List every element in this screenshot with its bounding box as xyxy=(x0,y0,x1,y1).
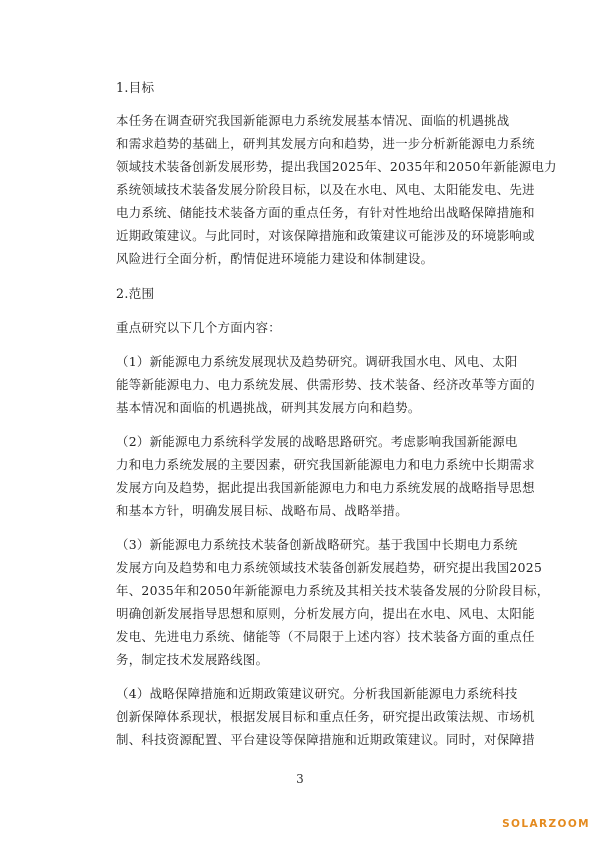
text-line: 力和电力系统发展的主要因素，研究我国新能源电力和电力系统中长期需求 xyxy=(116,457,535,472)
heading-scope: 2.范围 xyxy=(116,286,155,301)
page-number: 3 xyxy=(296,772,304,786)
text-line: 能等新能源电力、电力系统发展、供需形势、技术装备、经济改革等方面的 xyxy=(116,377,535,392)
text-line: 发展方向及趋势，据此提出我国新能源电力和电力系统发展的战略指导思想 xyxy=(116,480,535,495)
text-line: 务，制定技术发展路线图。 xyxy=(116,652,269,667)
text-line: 年、2035年和2050年新能源电力系统及其相关技术装备发展的分阶段目标， xyxy=(116,583,550,598)
text-line: 电力系统、储能技术装备方面的重点任务，有针对性地给出战略保障措施和 xyxy=(116,205,535,220)
text-line: 发电、先进电力系统、储能等（不局限于上述内容）技术装备方面的重点任 xyxy=(116,629,535,644)
text-line: 制、科技资源配置、平台建设等保障措施和近期政策建议。同时，对保障措 xyxy=(116,732,535,747)
text-line: 和需求趋势的基础上，研判其发展方向和趋势，进一步分析新能源电力系统 xyxy=(116,136,535,151)
watermark-logo: SOLARZOOM xyxy=(502,818,590,830)
text-line: 近期政策建议。与此同时，对该保障措施和政策建议可能涉及的环境影响或 xyxy=(116,228,535,243)
text-line: 创新保障体系现状，根据发展目标和重点任务，研究提出政策法规、市场机 xyxy=(116,709,535,724)
text-line: 领域技术装备创新发展形势，提出我国2025年、2035年和2050年新能源电力 xyxy=(116,159,557,174)
text-line: 本任务在调查研究我国新能源电力系统发展基本情况、面临的机遇挑战 xyxy=(116,113,510,128)
text-line: 和基本方针，明确发展目标、战略布局、战略举措。 xyxy=(116,503,408,518)
text-line: 重点研究以下几个方面内容： xyxy=(116,320,281,335)
text-line: 系统领域技术装备发展分阶段目标，以及在水电、风电、太阳能发电、先进 xyxy=(116,182,535,197)
text-line: 风险进行全面分析，酌情促进环境能力建设和体制建设。 xyxy=(116,251,434,266)
text-line: （4）战略保障措施和近期政策建议研究。分析我国新能源电力系统科技 xyxy=(116,686,518,701)
text-line: （1）新能源电力系统发展现状及趋势研究。调研我国水电、风电、太阳 xyxy=(116,354,518,369)
text-line: 明确创新发展指导思想和原则，分析发展方向，提出在水电、风电、太阳能 xyxy=(116,606,535,621)
text-line: 基本情况和面临的机遇挑战，研判其发展方向和趋势。 xyxy=(116,400,421,415)
text-line: （3）新能源电力系统技术装备创新战略研究。基于我国中长期电力系统 xyxy=(116,537,518,552)
heading-objectives: 1.目标 xyxy=(116,80,155,95)
text-line: （2）新能源电力系统科学发展的战略思路研究。考虑影响我国新能源电 xyxy=(116,434,518,449)
text-line: 发展方向及趋势和电力系统领域技术装备创新发展趋势，研究提出我国2025 xyxy=(116,560,543,575)
